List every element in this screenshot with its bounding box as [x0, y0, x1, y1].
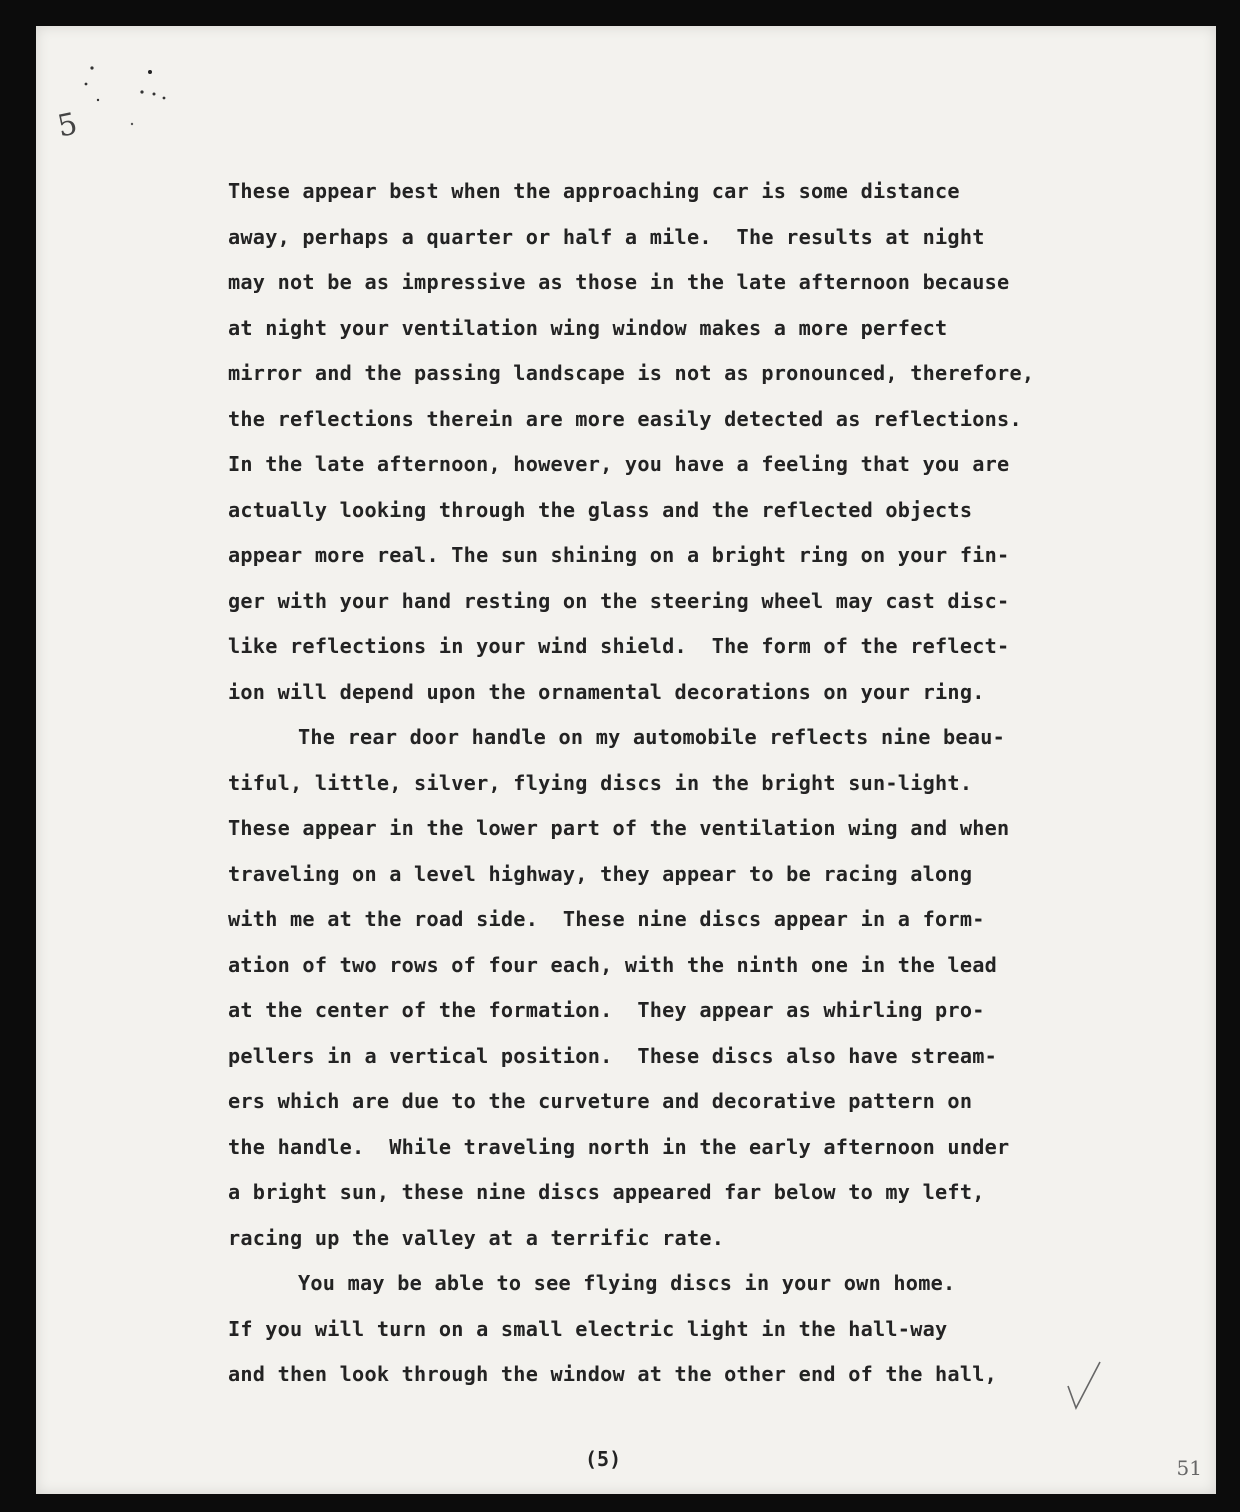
text-line: ers which are due to the curveture and decorative pattern on	[228, 1089, 973, 1113]
text-line: If you will turn on a small electric light in the hall-way	[228, 1316, 948, 1341]
text-line: ger with your hand resting on the steering wheel may cast disc-	[228, 588, 1010, 613]
text-line: ation of two rows of four each, with the ninth one in the lead	[228, 952, 998, 977]
text-line: the reflections therein are more easily detected as reflections.	[228, 406, 1022, 431]
text-line: ion will depend upon the ornamental decorations on your ring.	[228, 679, 985, 704]
document-page	[36, 26, 1216, 1494]
text-line: racing up the valley at a terrific rate.	[228, 1225, 725, 1250]
text-line: You may be able to see flying discs in your own home.	[298, 1271, 956, 1295]
text-line: actually looking through the glass and the reflected objects	[228, 497, 973, 522]
ink-specks	[58, 48, 198, 138]
text-line: the handle. While traveling north in the early afternoon under	[228, 1134, 1010, 1159]
text-line: may not be as impressive as those in the late afternoon because	[228, 270, 1010, 294]
text-line: away, perhaps a quarter or half a mile. The results at night	[228, 224, 985, 249]
text-line: a bright sun, these nine discs appeared far below to my left,	[228, 1180, 985, 1204]
text-line: pellers in a vertical position. These discs also have stream-	[228, 1043, 998, 1068]
text-line: traveling on a level highway, they appear to be racing along	[228, 861, 973, 886]
text-line: These appear in the lower part of the ventilation wing and when	[228, 816, 1010, 840]
text-line: mirror and the passing landscape is not as pronounced, therefore,	[228, 361, 1035, 385]
text-line: with me at the road side. These nine discs appear in a form-	[228, 907, 985, 931]
page-number: (5)	[585, 1447, 622, 1471]
checkmark-annotation	[1064, 1356, 1104, 1416]
bottom-right-mark: 51	[1176, 1456, 1202, 1480]
text-line: at night your ventilation wing window makes a more perfect	[228, 315, 948, 340]
text-line: and then look through the window at the other end of the hall,	[228, 1362, 998, 1386]
text-line: These appear best when the approaching car is some distance	[228, 179, 960, 203]
text-line: In the late afternoon, however, you have a feeling that you are	[228, 452, 1010, 476]
corner-page-mark: 5	[54, 106, 81, 145]
text-line: at the center of the formation. They appear as whirling pro-	[228, 998, 985, 1022]
text-line: tiful, little, silver, flying discs in the bright sun-light.	[228, 770, 973, 795]
text-line: The rear door handle on my automobile reflects nine beau-	[298, 725, 1006, 749]
text-line: appear more real. The sun shining on a bright ring on your fin-	[228, 543, 1010, 567]
typed-body-text	[228, 169, 1168, 1398]
text-line: like reflections in your wind shield. The form of the reflect-	[228, 634, 1010, 658]
